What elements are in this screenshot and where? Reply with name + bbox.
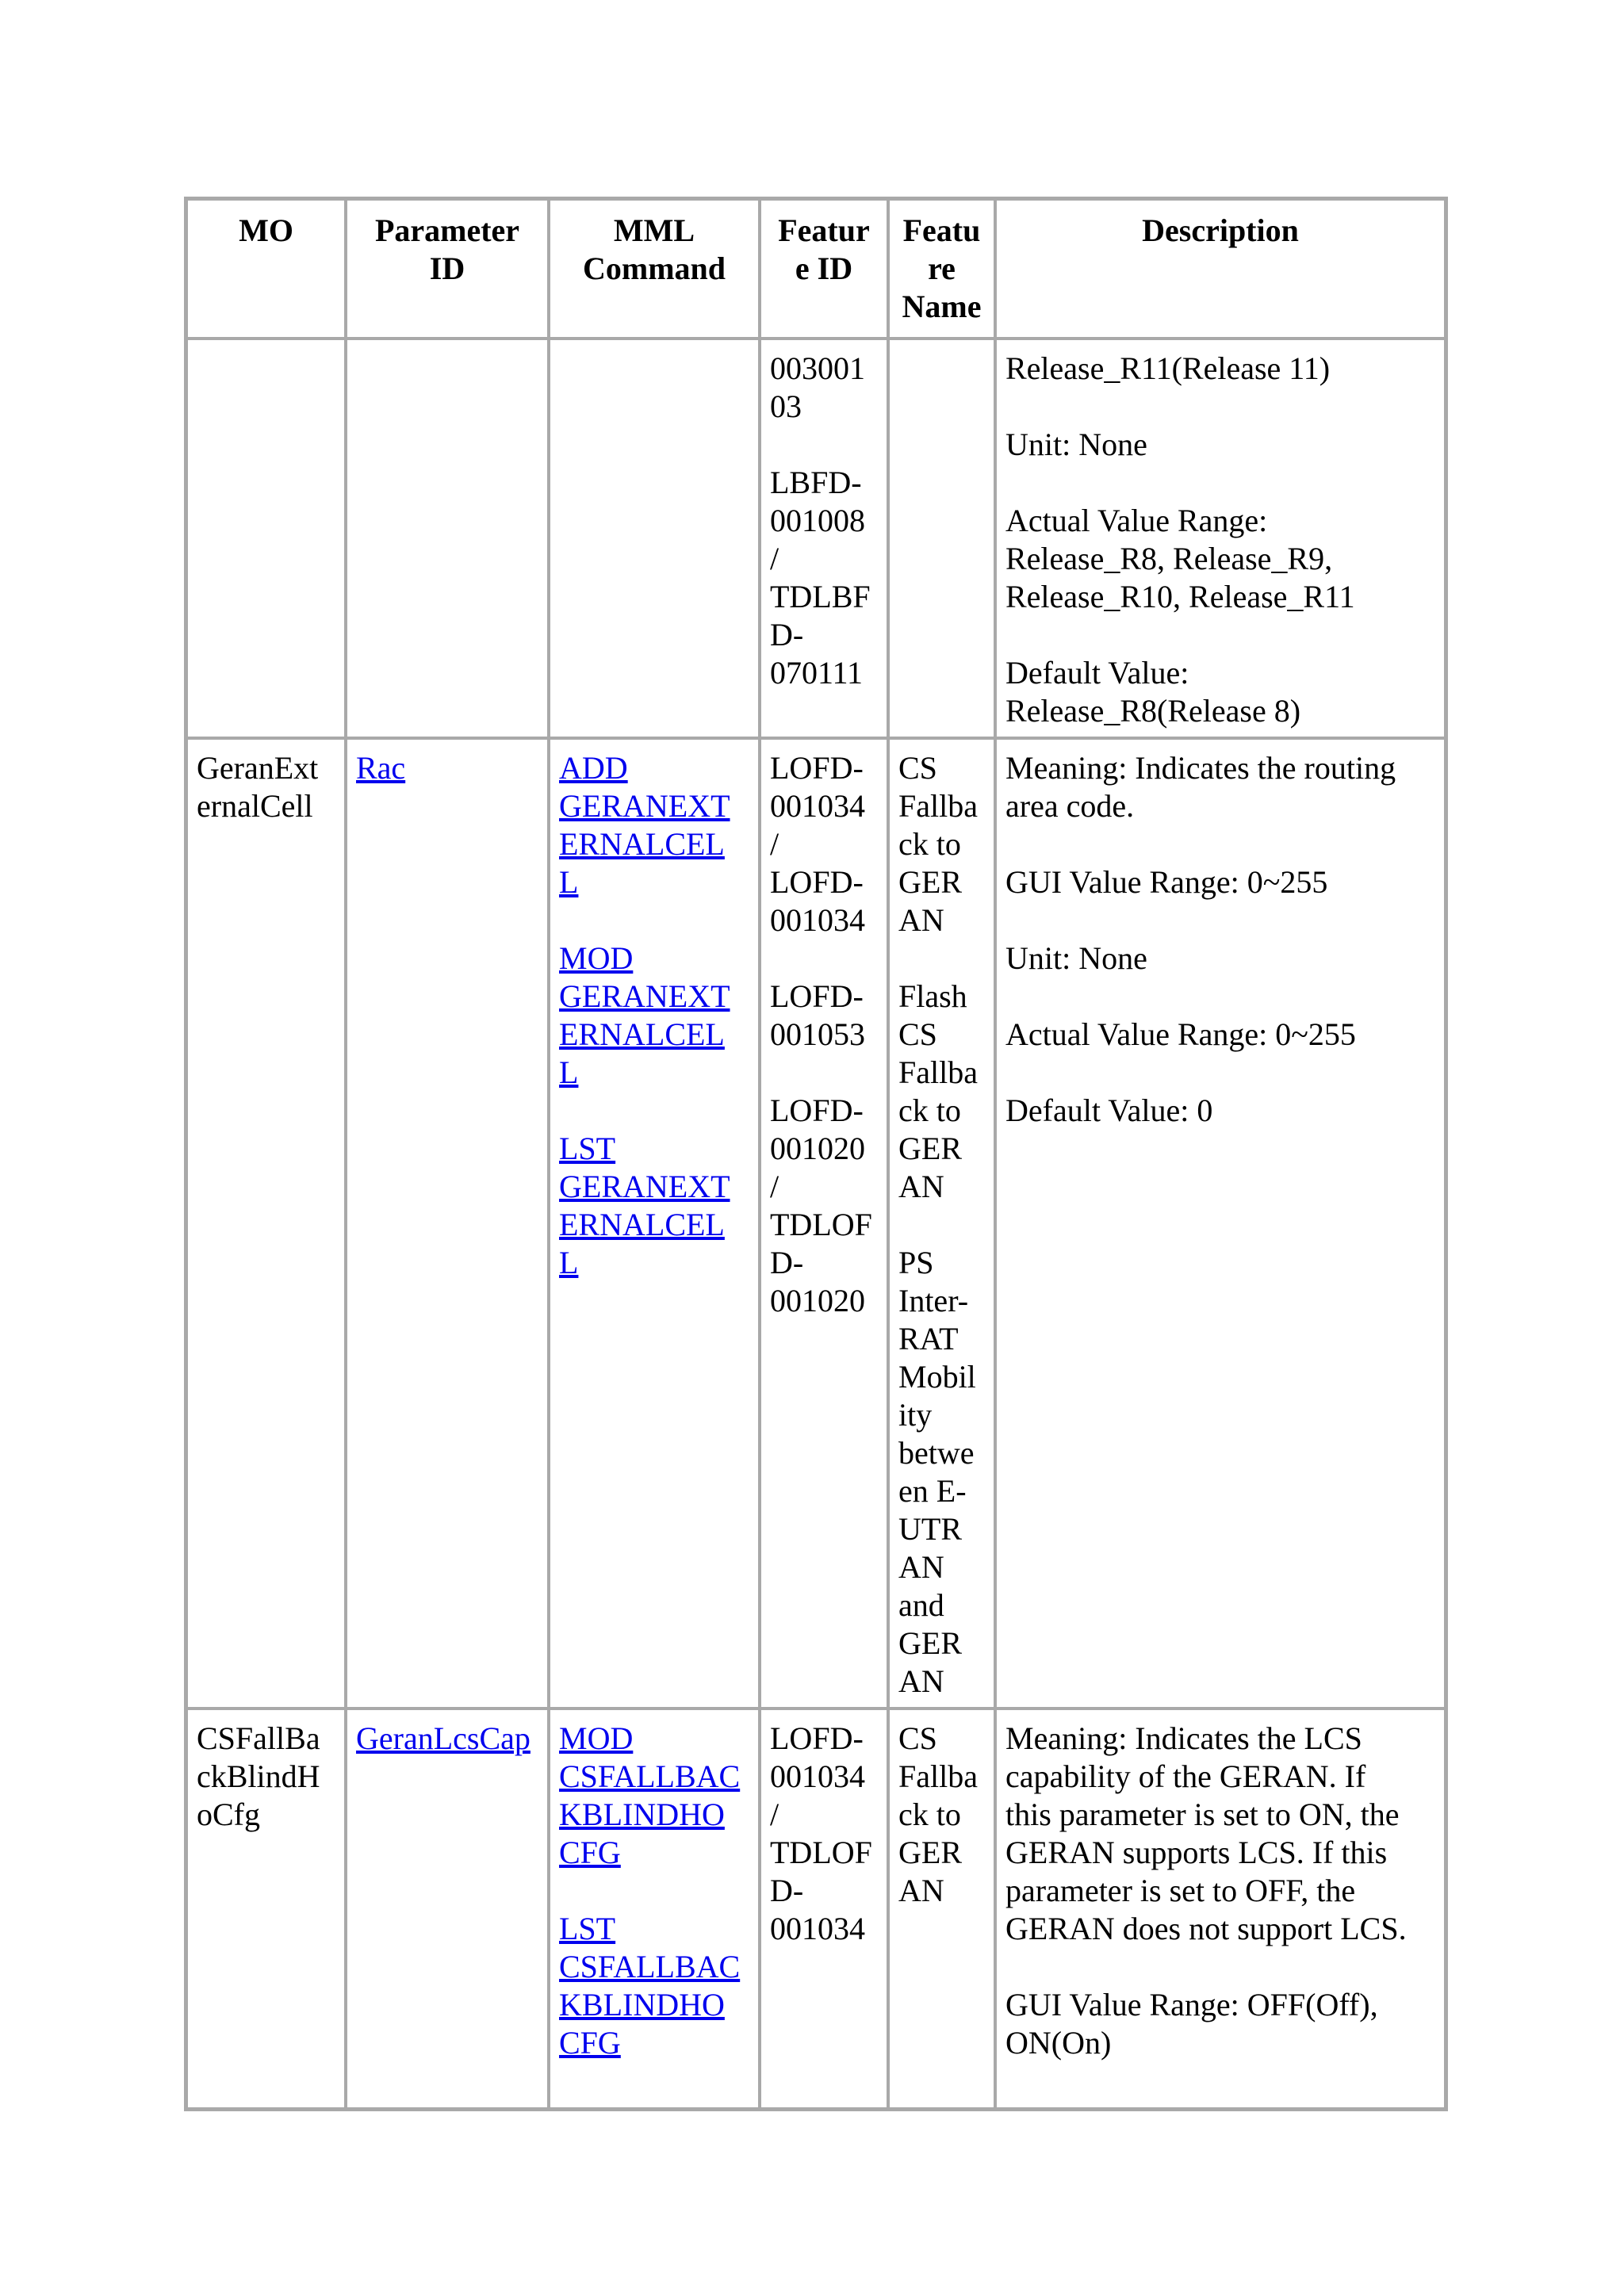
header-mo: MO (186, 199, 346, 339)
cell-feature-id: 003001 03 LBFD- 001008 / TDLBF D- 070111 (760, 339, 888, 738)
cell-parameter-id (346, 339, 549, 738)
table-row (186, 339, 1446, 738)
cell-parameter-id (346, 738, 549, 1709)
command-link-lst-csfallbackblindhocfg[interactable]: LST CSFALLBAC KBLINDHO CFG (559, 1911, 741, 2061)
command-link-mod-geranexternalcell[interactable]: MOD GERANEXT ERNALCEL L (559, 940, 730, 1090)
cell-feature-id: LOFD- 001034 / TDLOF D- 001034 (760, 1709, 888, 2109)
command-link-mod-csfallbackblindhocfg[interactable]: MOD CSFALLBAC KBLINDHO CFG (559, 1720, 741, 1870)
cell-description: Meaning: Indicates the routing area code. GUI Value Range: 0~255 Unit: None Actual Value Range: 0~255 Default Value: 0 (995, 738, 1446, 1709)
header-mml-command: MML Command (549, 199, 760, 339)
cell-mml-command (549, 339, 760, 738)
cell-mo: GeranExt ernalCell (186, 738, 346, 1709)
cell-description: Release_R11(Release 11) Unit: None Actual Value Range: Release_R8, Release_R9, Release_R10, Release_R11 Default Value: Release_R8(Release 8) (995, 339, 1446, 738)
cell-feature-name (888, 339, 995, 738)
parameter-table (184, 197, 1448, 2111)
header-description: Description (995, 199, 1446, 339)
table-row (186, 738, 1446, 1709)
table-row (186, 1709, 1446, 2109)
header-feature-id: Featur e ID (760, 199, 888, 339)
parameter-link-rac[interactable]: Rac (356, 750, 406, 786)
cell-mml-command (549, 1709, 760, 2109)
command-link-lst-geranexternalcell[interactable]: LST GERANEXT ERNALCEL L (559, 1131, 730, 1280)
header-feature-name: Featu re Name (888, 199, 995, 339)
cell-mml-command (549, 738, 760, 1709)
cell-parameter-id (346, 1709, 549, 2109)
cell-feature-id: LOFD- 001034 / LOFD- 001034 LOFD- 001053 LOFD- 001020 / TDLOF D- 001020 (760, 738, 888, 1709)
command-link-add-geranexternalcell[interactable]: ADD GERANEXT ERNALCEL L (559, 750, 730, 900)
cell-mo (186, 339, 346, 738)
cell-description: Meaning: Indicates the LCS capability of the GERAN. If this parameter is set to ON, the GERAN supports LCS. If this parameter is set to OFF, the GERAN does not support LCS. GUI Value Range: OFF(Off), ON(On) (995, 1709, 1446, 2109)
header-parameter-id: Parameter ID (346, 199, 549, 339)
cell-feature-name: CS Fallba ck to GER AN Flash CS Fallba ck to GER AN PS Inter- RAT Mobil ity betwe en E- UTR AN and GER AN (888, 738, 995, 1709)
parameter-link-geranlcscap[interactable]: GeranLcsCap (356, 1720, 530, 1756)
cell-feature-name: CS Fallba ck to GER AN (888, 1709, 995, 2109)
table-header-row (186, 199, 1446, 339)
cell-mo: CSFallBa ckBlindH oCfg (186, 1709, 346, 2109)
